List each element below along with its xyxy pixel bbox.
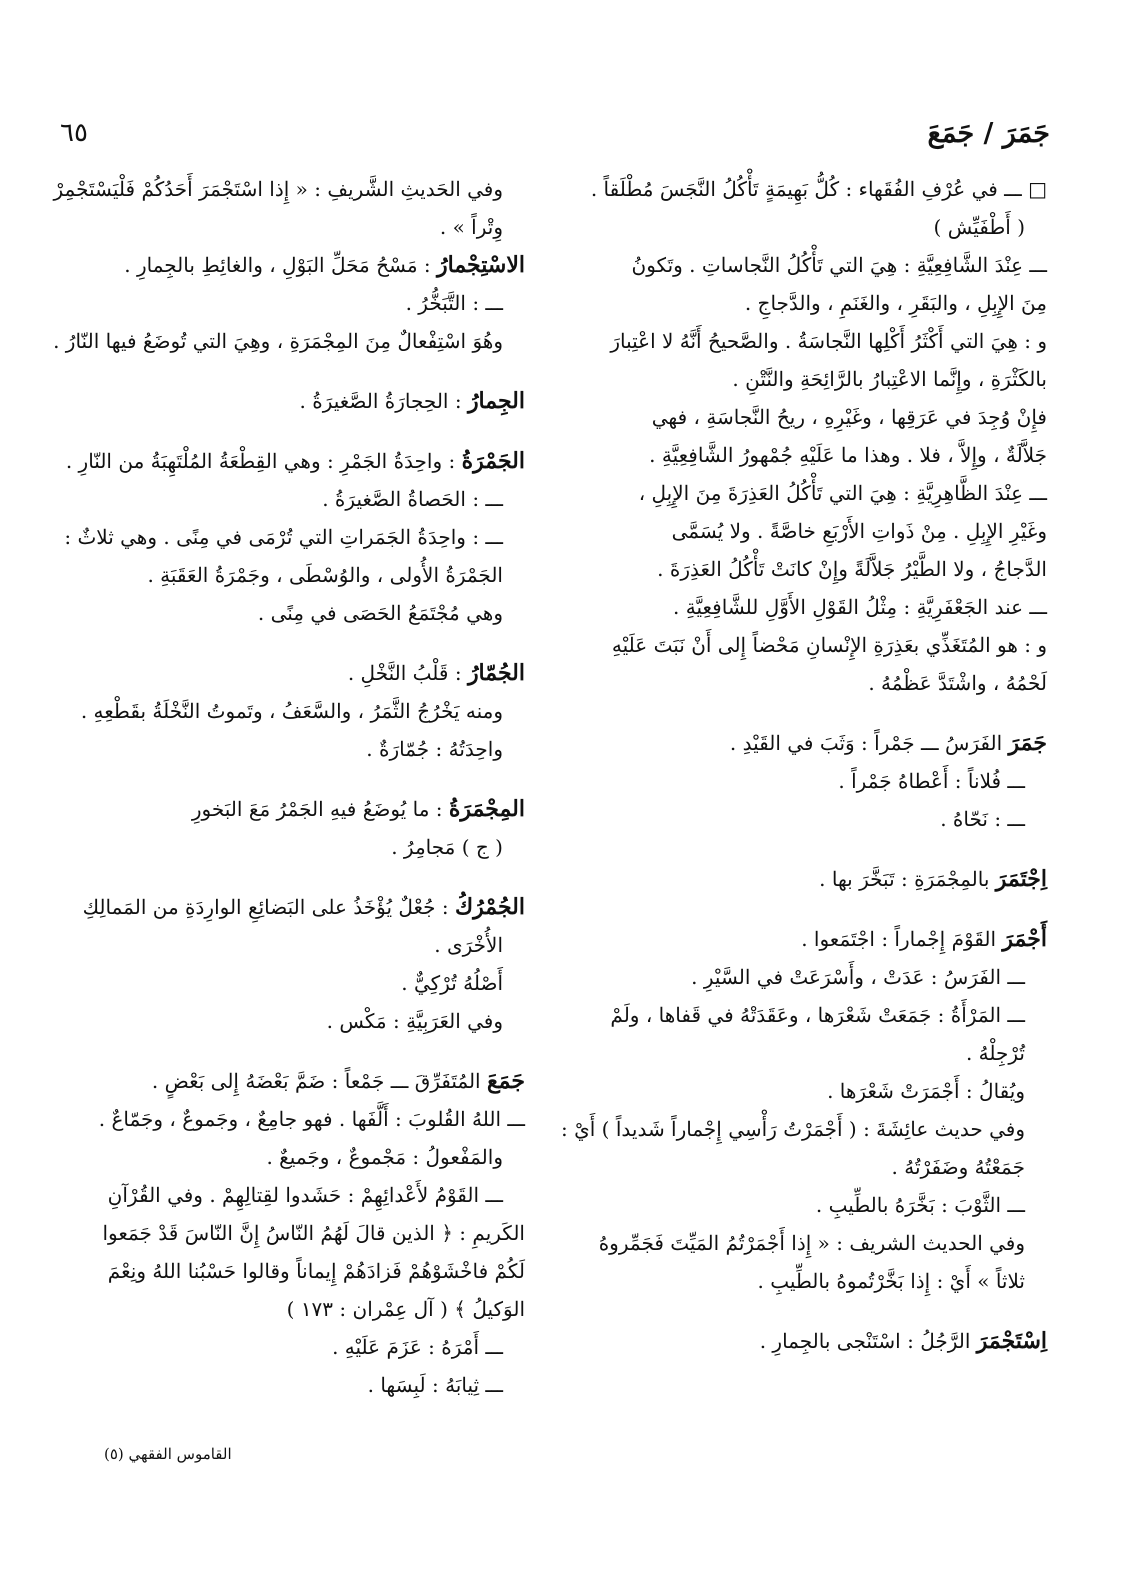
line-text: و : هو المُتَغَذِّي بعَذِرَةِ الإِنْسانِ مَحْضاً إِلى أَنْ نَبَتَ عَلَيْهِ — [611, 633, 1047, 657]
text-line — [65, 442, 525, 480]
line-text: وغَيْرِ الإِبِلِ . مِنْ ذَواتِ الأَرْبَعِ خاصَّةً . ولا يُسَمَّى — [671, 519, 1047, 543]
text-line — [85, 1002, 525, 1040]
text-line — [85, 1100, 525, 1138]
line-text: : جُعْلٌ يُؤْخَذُ على البَضائِعِ الوارِدَةِ من المَمالِكِ — [82, 895, 455, 919]
headword: الجُمّارُ — [467, 660, 525, 686]
headword: الاسْتِجْمارُ — [437, 252, 525, 278]
line-text: مِنَ الإِبِلِ ، والبَقَرِ ، والغَنَمِ ، والدَّجاجِ . — [744, 291, 1047, 315]
line-text: وِتْراً » . — [439, 215, 503, 239]
line-text: الكَريمِ : ﴿ الذين قالَ لَهُمُ النّاسُ إِنَّ النّاسَ قَدْ جَمَعوا — [102, 1221, 525, 1245]
line-text: الجَمْرَةُ الأُولى ، والوُسْطَى ، وجَمْرَةُ العَقَبَةِ . — [147, 563, 503, 587]
line-text: الوَكيلُ ﴾ ( آل عِمْران : ١٧٣ ) — [286, 1297, 525, 1321]
text-line — [85, 1290, 525, 1328]
line-text: : الحِجارَةُ الصَّغيرَةُ . — [299, 389, 468, 413]
text-line — [85, 654, 525, 692]
line-text: ـــ ثِيابَهُ : لَبِسَها . — [367, 1373, 503, 1397]
line-text: وفي الحديث الشريف : « إِذا أَجْمَرْتُمُ المَيِّتَ فَجَمِّروهُ — [598, 1231, 1025, 1255]
headword: أَجْمَرَ — [1002, 926, 1047, 952]
text-line — [85, 1214, 525, 1252]
line-text: : واحِدَةُ الجَمْرِ : وهي القِطْعَةُ المُلْتَهِبَةُ من النّارِ . — [65, 449, 462, 473]
text-line — [598, 1224, 1047, 1262]
line-text: ـــ فُلاناً : أَعْطاهُ جَمْراً . — [838, 769, 1025, 793]
line-text: : مَسْحُ مَحَلِّ البَوْلِ ، والغائِطِ بالجِمارِ . — [124, 253, 438, 277]
text-line — [607, 588, 1047, 626]
line-text: □ ـــ في عُرْفِ الفُقَهاء : كُلُّ بَهِيمَةٍ تَأْكُلُ النَّجَسَ مُطْلَقاً . — [590, 177, 1047, 201]
line-text: والمَفْعولُ : مَجْموعٌ ، وجَميعٌ . — [266, 1145, 503, 1169]
text-line — [607, 724, 1047, 762]
line-text: ( أَطْفَيِّش ) — [933, 215, 1025, 239]
text-line — [607, 512, 1047, 550]
text-line — [85, 382, 525, 420]
line-text: واحِدَتُهُ : جُمّارَةٌ . — [366, 737, 503, 761]
line-text: ـــ الفَرَسُ : عَدَتْ ، وأَسْرَعَتْ في السَّيْرِ . — [691, 965, 1025, 989]
line-text: فإِنْ وُجِدَ في عَرَقِها ، وغَيْرِهِ ، ريحُ النَّجاسَةِ ، فهي — [651, 405, 1047, 429]
left-column — [53, 170, 525, 1404]
line-text: الرَّجُلُ : اسْتَنْجى بالجِمارِ . — [759, 1329, 977, 1353]
text-line — [85, 284, 525, 322]
headword: الجِمارُ — [467, 388, 525, 414]
text-line — [607, 1072, 1047, 1110]
line-text: ـــ : التَّبَخُّرُ . — [405, 291, 503, 315]
line-text: بالمِجْمَرَةِ : تَبَخَّرَ بها . — [819, 867, 996, 891]
line-text: ( ج ) مَجامِرُ . — [391, 835, 503, 859]
text-line — [53, 170, 525, 208]
text-line — [82, 888, 525, 926]
running-head: جَمَرَ / جَمَعَ — [927, 118, 1050, 149]
line-text: جَمَعْتُهُ وضَفَرْتُهُ . — [891, 1155, 1025, 1179]
text-line — [607, 474, 1047, 512]
text-line — [85, 208, 525, 246]
line-text: تُرْجِلْهُ . — [965, 1041, 1025, 1065]
line-text: وفي العَرَبِيَّةِ : مَكْس . — [326, 1009, 503, 1033]
line-text: ـــ : الحَصاةُ الصَّغيرَةُ . — [322, 487, 503, 511]
page-footer: القاموس الفقهي (٥) — [104, 1445, 232, 1463]
text-line — [607, 436, 1047, 474]
line-text: بالكَثْرَةِ ، وإِنَّما الاعْتِبارُ بالرَّائِحَةِ والنَّتْنِ . — [732, 367, 1047, 391]
headword: اِسْتَجْمَرَ — [976, 1328, 1047, 1354]
text-line — [85, 790, 525, 828]
text-line — [607, 246, 1047, 284]
text-line — [607, 322, 1047, 360]
line-text: ـــ عند الجَعْفَرِيَّةِ : مِثْلُ القَوْلِ الأَوَّلِ للشَّافِعِيَّةِ . — [673, 595, 1047, 619]
text-line — [85, 1138, 525, 1176]
line-text: ـــ : واحِدَةُ الجَمَراتِ التي تُرْمَى في مِنًى . وهي ثلاثٌ : — [64, 525, 503, 549]
line-text: ـــ اللهُ القُلوبَ : أَلَّفَها . فهو جامِعٌ ، وجَموعٌ ، وجَمّاعٌ . — [98, 1107, 525, 1131]
text-line — [80, 692, 525, 730]
line-text: الدَّجاجُ ، ولا الطَّيْرُ جَلاَّلَةً وإِنْ كانَتْ تَأْكُلُ العَذِرَةَ . — [657, 557, 1047, 581]
headword: الجَمْرَةُ — [461, 448, 525, 474]
line-text: ـــ الثَّوْبَ : بَخَّرَهُ بالطِّيبِ . — [815, 1193, 1025, 1217]
headword: جَمَرَ — [1008, 730, 1047, 756]
line-text: وفي حديث عائِشَةَ : ( أَجْمَرْتُ رَأْسِي إِجْماراً شَديداً ) أَيْ : — [561, 1117, 1025, 1141]
text-line — [85, 246, 525, 284]
text-line — [607, 664, 1047, 702]
text-line — [607, 762, 1047, 800]
line-text: ـــ المَرْأَةُ : جَمَعَتْ شَعْرَها ، وعَقَدَتْهُ في قَفاها ، ولَمْ — [610, 1003, 1025, 1027]
text-line — [607, 996, 1047, 1034]
text-line — [607, 284, 1047, 322]
text-line — [607, 398, 1047, 436]
text-line — [85, 1366, 525, 1404]
text-line — [607, 1034, 1047, 1072]
text-line — [607, 626, 1047, 664]
text-line — [85, 1062, 525, 1100]
text-line — [607, 208, 1047, 246]
line-text: الفَرَسُ ـــ جَمْراً : وَثَبَ في القَيْدِ . — [729, 731, 1009, 755]
line-text: وهي مُجْتَمَعُ الحَصَى في مِنًى . — [257, 601, 503, 625]
line-text: وهُوَ اسْتِفْعالٌ مِنَ المِجْمَرَةِ ، وهِيَ التي تُوضَعُ فيها النّارُ . — [53, 329, 503, 353]
text-line — [85, 1252, 525, 1290]
headword: اِجْتَمَرَ — [995, 866, 1047, 892]
headword: جَمَعَ — [486, 1068, 525, 1094]
line-text: لَحْمُهُ ، واشْتَدَّ عَظْمُهُ . — [868, 671, 1047, 695]
page-number: ٦٥ — [60, 118, 88, 148]
text-line — [53, 322, 525, 360]
line-text: : قَلْبُ النَّخْلِ . — [347, 661, 468, 685]
line-text: ومنه يَخْرُجُ الثَّمَرُ ، والسَّعَفُ ، وتَموتُ النَّخْلَةُ بقَطْعِهِ . — [80, 699, 503, 723]
headword: المِجْمَرَةُ — [448, 796, 525, 822]
page-header — [60, 118, 1050, 158]
line-text: لَكُمْ فاخْشَوْهُمْ فَزادَهُمْ إِيماناً وقالوا حَسْبُنا اللهُ ونِعْمَ — [107, 1259, 525, 1283]
line-text: و : هِيَ التي أَكْثَرُ أَكْلِها النَّجاسَةُ . والصَّحيحُ أَنَّهُ لا اعْتِبارَ — [610, 329, 1047, 353]
text-line — [607, 1148, 1047, 1186]
line-text: الأُخْرَى . — [434, 933, 503, 957]
text-line — [607, 958, 1047, 996]
text-line — [607, 920, 1047, 958]
line-text: ـــ القَوْمُ لأَعْدائِهِمْ : حَشَدوا لقِتالِهِمْ . وفي القُرْآنِ — [107, 1183, 503, 1207]
text-line — [607, 1186, 1047, 1224]
line-text: أَصْلُهُ تُرْكِيٌّ . — [401, 971, 503, 995]
text-line — [85, 926, 525, 964]
text-line — [607, 800, 1047, 838]
text-line — [607, 1262, 1047, 1300]
line-text: ويُقالُ : أَجْمَرَتْ شَعْرَها . — [827, 1079, 1025, 1103]
text-line — [85, 556, 525, 594]
line-text: جَلاَّلَةٌ ، وإِلاَّ ، فلا . وهذا ما عَلَيْهِ جُمْهورُ الشَّافِعِيَّةِ . — [649, 443, 1047, 467]
text-line — [607, 550, 1047, 588]
text-line — [607, 1322, 1047, 1360]
text-line — [85, 480, 525, 518]
text-line — [85, 594, 525, 632]
line-text: ـــ عِنْدَ الظَّاهِرِيَّةِ : هِيَ التي تَأْكُلُ العَذِرَةَ مِنَ الإِبِلِ ، — [638, 481, 1047, 505]
text-line — [590, 170, 1047, 208]
text-line — [85, 730, 525, 768]
line-text: القَوْمَ إِجْماراً : اجْتَمَعوا . — [801, 927, 1003, 951]
text-line — [561, 1110, 1047, 1148]
text-line — [607, 860, 1047, 898]
text-line — [85, 828, 525, 866]
text-line — [85, 1176, 525, 1214]
text-line — [64, 518, 525, 556]
line-text: المُتَفَرِّقَ ـــ جَمْعاً : ضَمَّ بَعْضَهُ إِلى بَعْضٍ . — [151, 1069, 487, 1093]
right-column — [561, 170, 1047, 1360]
text-line — [85, 1328, 525, 1366]
line-text: ـــ : نَحّاهُ . — [940, 807, 1025, 831]
line-text: ثلاثاً » أَيْ : إِذا بَخَّرْتُموهُ بالطِّيبِ . — [757, 1269, 1025, 1293]
headword: الجُمْرُكُ — [454, 894, 525, 920]
line-text: ـــ أَمْرَهُ : عَزَمَ عَلَيْهِ . — [332, 1335, 503, 1359]
line-text: : ما يُوضَعُ فيهِ الجَمْرُ مَعَ البَخورِ — [191, 797, 449, 821]
text-line — [607, 360, 1047, 398]
line-text: وفي الحَديثِ الشَّريفِ : « إِذا اسْتَجْمَرَ أَحَدُكُمْ فَلْيَسْتَجْمِرْ — [53, 177, 503, 201]
text-line — [85, 964, 525, 1002]
line-text: ـــ عِنْدَ الشَّافِعِيَّةِ : هِيَ التي تَأْكُلُ النَّجاساتِ . وتَكونُ — [631, 253, 1047, 277]
